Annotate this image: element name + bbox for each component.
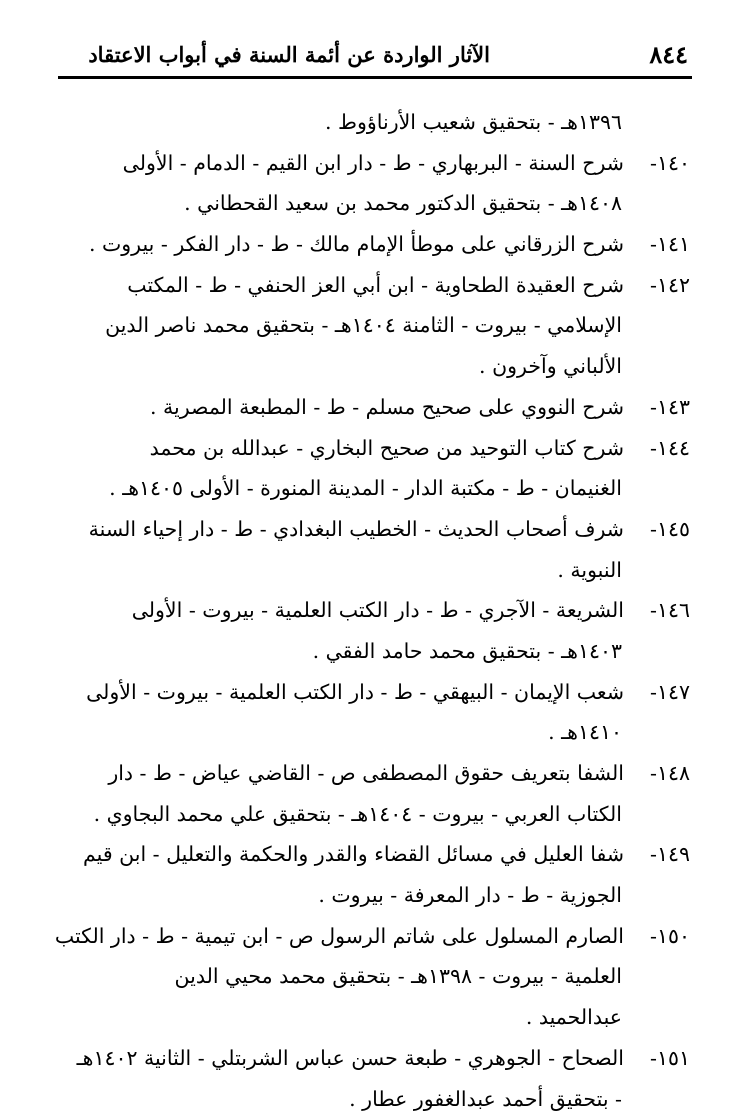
reference-line [58, 468, 690, 509]
entry-number: ١٤٠- [650, 143, 690, 184]
entry-number: ١٤٧- [650, 672, 690, 713]
page-number: ٨٤٤ [649, 40, 688, 69]
entry-number: ١٤٥- [650, 509, 690, 550]
reference-line [58, 346, 690, 387]
reference-line [58, 265, 690, 306]
reference-line [58, 143, 690, 184]
entry-text: الألباني وآخرون . [58, 346, 622, 387]
running-title: الآثار الواردة عن أئمة السنة في أبواب الاعتقاد [88, 42, 490, 67]
reference-line [58, 753, 690, 794]
entry-text: ١٤٠٨هـ - بتحقيق الدكتور محمد بن سعيد القحطاني . [58, 183, 622, 224]
reference-line [58, 1079, 690, 1119]
reference-line [58, 631, 690, 672]
entry-text: الغنيمان - ط - مكتبة الدار - المدينة المنورة - الأولى ١٤٠٥هـ . [58, 468, 622, 509]
reference-line [58, 1038, 690, 1079]
reference-line [58, 834, 690, 875]
entry-text: شفا العليل في مسائل القضاء والقدر والحكمة والتعليل - ابن قيم [58, 834, 624, 875]
reference-line [58, 428, 690, 469]
entry-number: ١٥٠- [650, 916, 690, 957]
entry-text: شرح كتاب التوحيد من صحيح البخاري - عبدالله بن محمد [58, 428, 624, 469]
reference-line [58, 916, 690, 957]
reference-line [58, 509, 690, 550]
entry-text: شعب الإيمان - البيهقي - ط - دار الكتب العلمية - بيروت - الأولى [58, 672, 624, 713]
entry-text: شرح العقيدة الطحاوية - ابن أبي العز الحنفي - ط - المكتب [58, 265, 624, 306]
reference-line [58, 387, 690, 428]
reference-line [58, 875, 690, 916]
entry-text: الشفا بتعريف حقوق المصطفى ص - القاضي عياض - ط - دار [58, 753, 624, 794]
reference-line [58, 102, 690, 143]
entry-text: الشريعة - الآجري - ط - دار الكتب العلمية - بيروت - الأولى [58, 590, 624, 631]
reference-line [58, 224, 690, 265]
entry-number: ١٥١- [650, 1038, 690, 1079]
entry-text: الإسلامي - بيروت - الثامنة ١٤٠٤هـ - بتحقيق محمد ناصر الدين [58, 305, 622, 346]
entry-text: ١٤١٠هـ . [58, 712, 622, 753]
entry-number: ١٤٣- [650, 387, 690, 428]
entry-text: ١٣٩٦هـ - بتحقيق شعيب الأرناؤوط . [58, 102, 622, 143]
entry-number: ١٤٢- [650, 265, 690, 306]
reference-line [58, 956, 690, 997]
reference-list [58, 102, 690, 1119]
entry-number: ١٤٤- [650, 428, 690, 469]
header-rule [58, 76, 692, 79]
entry-text: - بتحقيق أحمد عبدالغفور عطار . [58, 1079, 622, 1119]
entry-text: الكتاب العربي - بيروت - ١٤٠٤هـ - بتحقيق علي محمد البجاوي . [58, 794, 622, 835]
entry-text: شرح النووي على صحيح مسلم - ط - المطبعة المصرية . [58, 387, 624, 428]
entry-number: ١٤٦- [650, 590, 690, 631]
reference-line [58, 183, 690, 224]
reference-line [58, 305, 690, 346]
entry-text: عبدالحميد . [58, 997, 622, 1038]
entry-text: الصحاح - الجوهري - طبعة حسن عباس الشربتلي - الثانية ١٤٠٢هـ [58, 1038, 624, 1079]
entry-text: النبوية . [58, 550, 622, 591]
entry-text: شرف أصحاب الحديث - الخطيب البغدادي - ط - دار إحياء السنة [58, 509, 624, 550]
reference-line [58, 794, 690, 835]
reference-line [58, 590, 690, 631]
reference-line [58, 550, 690, 591]
reference-line [58, 997, 690, 1038]
entry-text: الجوزية - ط - دار المعرفة - بيروت . [58, 875, 622, 916]
entry-number: ١٤٨- [650, 753, 690, 794]
entry-text: شرح السنة - البربهاري - ط - دار ابن القيم - الدمام - الأولى [58, 143, 624, 184]
entry-number: ١٤١- [650, 224, 690, 265]
entry-number: ١٤٩- [650, 834, 690, 875]
page-header [58, 38, 690, 72]
entry-text: شرح الزرقاني على موطأ الإمام مالك - ط - دار الفكر - بيروت . [58, 224, 624, 265]
reference-line [58, 712, 690, 753]
entry-text: العلمية - بيروت - ١٣٩٨هـ - بتحقيق محمد محيي الدين [58, 956, 622, 997]
reference-line [58, 672, 690, 713]
entry-text: ١٤٠٣هـ - بتحقيق محمد حامد الفقي . [58, 631, 622, 672]
entry-text: الصارم المسلول على شاتم الرسول ص - ابن تيمية - ط - دار الكتب [58, 916, 624, 957]
